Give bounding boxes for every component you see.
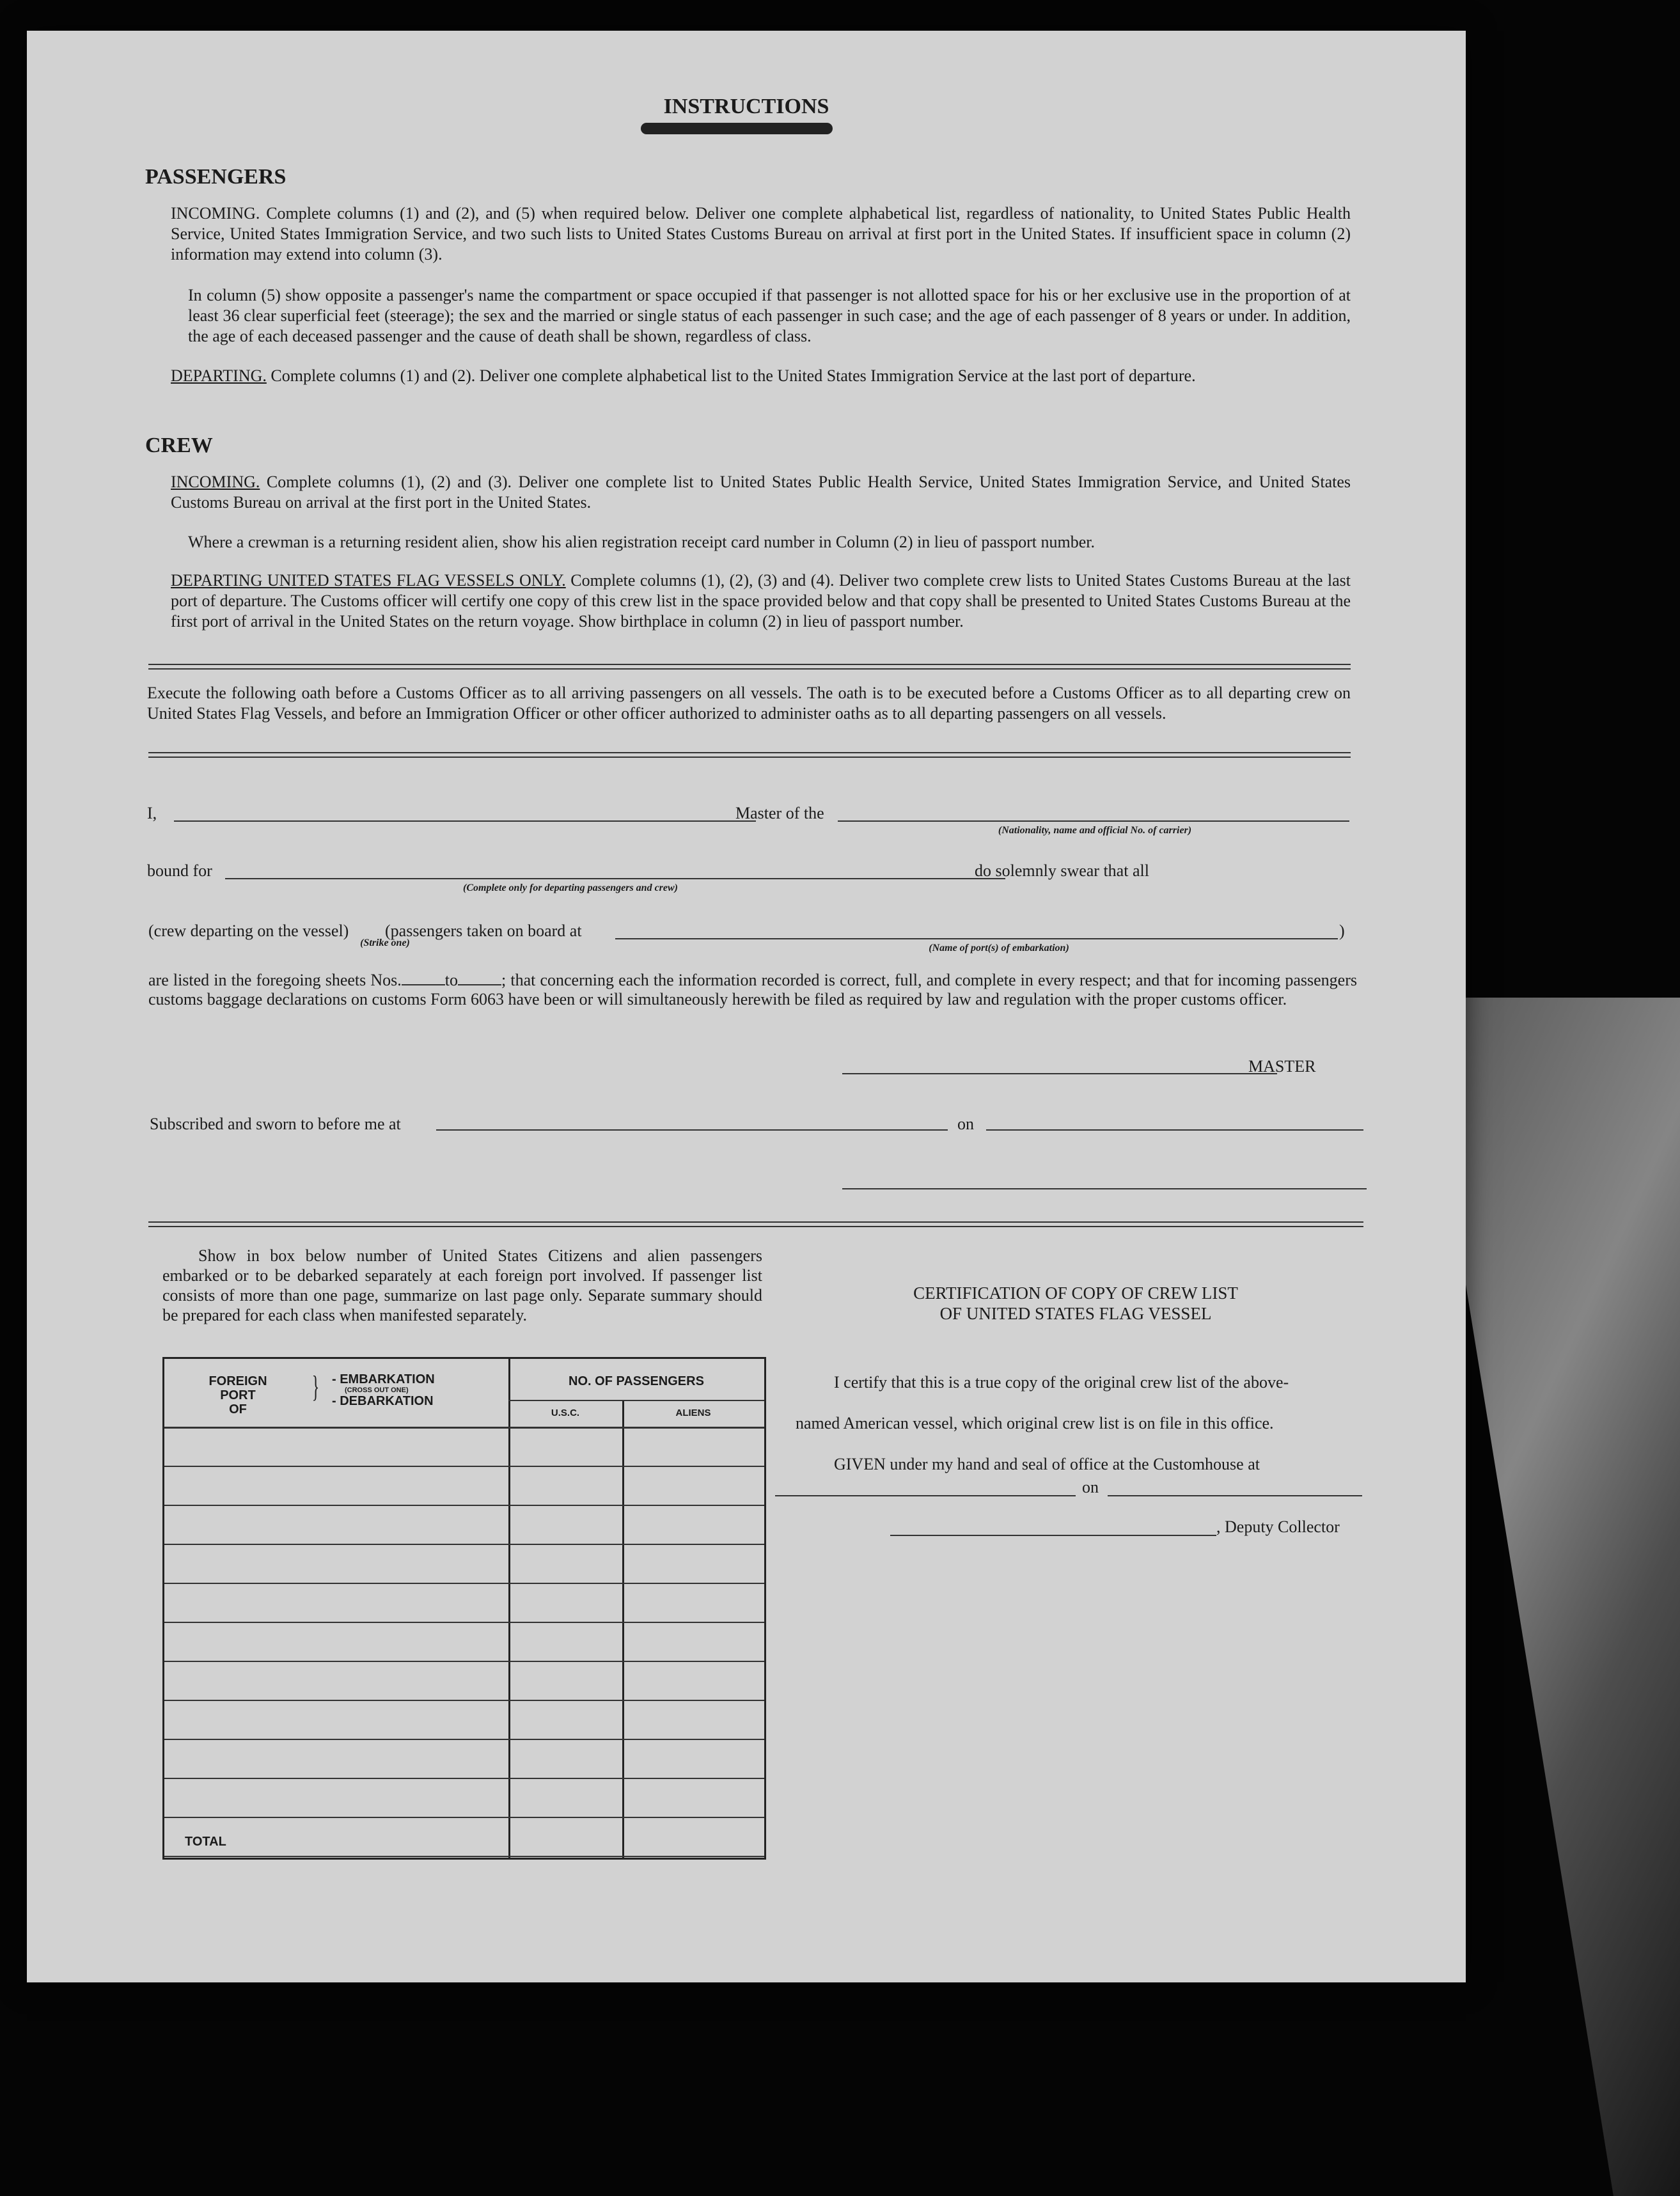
page-title: INSTRUCTIONS xyxy=(663,95,829,118)
certification-line-1: I certify that this is a true copy of the original crew list of the above- xyxy=(834,1373,1289,1392)
aliens-header: ALIENS xyxy=(675,1408,711,1418)
table-row-line[interactable] xyxy=(164,1700,764,1701)
cert-date-field[interactable] xyxy=(1108,1495,1362,1496)
crew-incoming-text: Complete columns (1), (2) and (3). Deliver one complete list to United States Public Health Service, United States Immigration Service, and United States Customs Bureau on arrival at the first port in the United States. xyxy=(171,473,1351,512)
sheet-from-field[interactable] xyxy=(402,984,445,985)
customhouse-field[interactable] xyxy=(775,1495,1076,1496)
on-label: on xyxy=(957,1115,974,1133)
table-row-line[interactable] xyxy=(164,1544,764,1545)
oath-instruction: Execute the following oath before a Customs Officer as to all arriving passengers on all vessels. The oath is to be executed before a Customs Officer as to all departing crew on United States Flag Vessels, and before an Immigration Officer or other officer authorized to administer oaths as to all departing passengers on all vessels. xyxy=(147,684,1351,723)
total-label: TOTAL xyxy=(185,1835,226,1849)
crew-departing-text: Complete columns (1), (2), (3) and (4). Deliver two complete crew lists to United States Customs Bureau at the last port of departure. The Customs officer will certify one copy of this crew list in the space provided below and that copy shall be presented to United States Customs Bureau at the first port of arrival in the United States on the return voyage. Show birthplace in column (2) in lieu of passport number. xyxy=(171,571,1351,631)
passengers-incoming-label: INCOMING. xyxy=(171,204,260,223)
master-of-label: Master of the xyxy=(735,804,824,822)
master-name-field[interactable] xyxy=(174,820,756,822)
listed-text-b: ; that concerning each the information recorded is correct, full, and complete in every respect; and that for incoming passengers customs baggage declarations on customs Form 6063 have been or will simultaneously herewith be filed as required by law and regulation with the proper customs officer. xyxy=(148,971,1358,1008)
passengers-departing-text: Complete columns (1) and (2). Deliver one complete alphabetical list to the United States Immigration Service at the last port of departure. xyxy=(271,366,1196,385)
crew-incoming xyxy=(171,472,1351,513)
master-signature-field[interactable] xyxy=(842,1073,1277,1074)
listed-text-a: are listed in the foregoing sheets Nos. xyxy=(148,971,402,989)
bound-for-caption: (Complete only for departing passengers and crew) xyxy=(463,882,678,893)
no-passengers-header: NO. OF PASSENGERS xyxy=(569,1374,704,1388)
passengers-taken-option[interactable]: (passengers taken on board at xyxy=(385,922,582,940)
background-paper-fold xyxy=(1458,998,1680,2196)
table-row-line[interactable] xyxy=(164,1739,764,1740)
table-header-divider xyxy=(508,1400,764,1401)
table-row-line[interactable] xyxy=(164,1856,764,1857)
listed-to: to xyxy=(444,971,459,989)
deputy-signature-field[interactable] xyxy=(890,1535,1216,1536)
carrier-caption: (Nationality, name and official No. of carrier) xyxy=(998,825,1192,836)
col-port: PORT xyxy=(220,1388,256,1402)
table-row-line[interactable] xyxy=(164,1661,764,1662)
passengers-incoming xyxy=(171,203,1351,265)
debarkation-label[interactable]: - DEBARKATION xyxy=(332,1394,434,1408)
col-of: OF xyxy=(229,1402,247,1416)
sheet-to-field[interactable] xyxy=(458,984,501,985)
table-row-line[interactable] xyxy=(164,1778,764,1779)
col-foreign: FOREIGN xyxy=(208,1374,267,1388)
table-row-line[interactable] xyxy=(164,1622,764,1623)
divider xyxy=(148,664,1351,670)
foreign-port-header xyxy=(196,1374,279,1416)
master-label: MASTER xyxy=(1248,1057,1316,1076)
crew-incoming-label: INCOMING. xyxy=(171,473,260,491)
usc-header: U.S.C. xyxy=(551,1408,580,1418)
certification-heading-1: CERTIFICATION OF COPY OF CREW LIST xyxy=(913,1283,1238,1303)
embarkation-port-field[interactable] xyxy=(615,938,1338,939)
deputy-collector-label: , Deputy Collector xyxy=(1216,1518,1340,1536)
passenger-summary-table xyxy=(162,1357,766,1860)
port-caption: (Name of port(s) of embarkation) xyxy=(929,943,1069,953)
strike-one-caption: (Strike one) xyxy=(360,937,410,948)
passengers-departing-label: DEPARTING. xyxy=(171,366,267,385)
carrier-field[interactable] xyxy=(838,820,1349,822)
sworn-place-field[interactable] xyxy=(436,1129,948,1131)
embarkation-label[interactable]: - EMBARKATION xyxy=(332,1372,435,1386)
ink-smudge xyxy=(641,123,833,134)
instruction-sheet xyxy=(27,31,1466,1982)
crew-resident-alien: Where a crewman is a returning resident alien, show his alien registration receipt card number in Column (2) in lieu of passport number. xyxy=(188,533,1095,551)
certification-heading xyxy=(794,1283,1357,1324)
embark-debark-header xyxy=(332,1373,435,1408)
brace-icon: } xyxy=(311,1370,320,1404)
bound-for-label: bound for xyxy=(147,861,212,880)
bound-for-field[interactable] xyxy=(225,878,1005,879)
divider xyxy=(148,1221,1363,1227)
table-col-divider xyxy=(622,1400,624,1858)
table-row-line[interactable] xyxy=(164,1505,764,1506)
divider xyxy=(148,752,1351,758)
table-row-line[interactable] xyxy=(164,1817,764,1818)
listed-sheets-text xyxy=(148,971,1357,1009)
sworn-date-field[interactable] xyxy=(986,1129,1363,1131)
passengers-incoming-text: Complete columns (1) and (2), and (5) when required below. Deliver one complete alphabetical list, regardless of nationality, to United States Public Health Service, United States Immigration Service, and two such lists to United States Customs Bureau on arrival at first port in the United States. If insufficient space in column (2) information may extend into column (3). xyxy=(171,204,1351,263)
table-col-divider xyxy=(508,1359,510,1858)
passengers-heading: PASSENGERS xyxy=(145,165,287,189)
oath-i-label: I, xyxy=(147,804,157,822)
subscribed-label: Subscribed and sworn to before me at xyxy=(150,1115,401,1133)
crew-departing-label: DEPARTING UNITED STATES FLAG VESSELS ONLY. xyxy=(171,571,566,590)
table-header-bottom xyxy=(164,1427,764,1429)
crew-departing-option[interactable]: (crew departing on the vessel) xyxy=(148,922,349,940)
certification-line-3: GIVEN under my hand and seal of office at the Customhouse at xyxy=(834,1455,1260,1473)
crew-heading: CREW xyxy=(145,434,213,457)
table-row-line[interactable] xyxy=(164,1466,764,1467)
close-paren: ) xyxy=(1339,922,1345,940)
passengers-departing xyxy=(171,366,1351,386)
certification-line-2: named American vessel, which original crew list is on file in this office. xyxy=(796,1414,1274,1432)
swear-label: do solemnly swear that all xyxy=(975,861,1149,880)
passengers-column5: In column (5) show opposite a passenger's name the compartment or space occupied if that passenger is not allotted space for his or her exclusive use in the proportion of at least 36 clear superficial feet (steerage); the sex and the married or single status of each passenger in such case; and the age of each passenger of 8 years or under. In addition, the age of each deceased passenger and the cause of death shall be shown, regardless of class. xyxy=(188,286,1351,345)
cert-on-label: on xyxy=(1082,1478,1099,1496)
summary-instructions: Show in box below number of United States Citizens and alien passengers embarked or to be debarked separately at each foreign port involved. If passenger list consists of more than one page, summarize on last page only. Separate summary should be prepared for each class when manifested separately. xyxy=(162,1246,762,1324)
officer-signature-field[interactable] xyxy=(842,1188,1367,1189)
table-row-line[interactable] xyxy=(164,1583,764,1584)
cross-out-label: (CROSS OUT ONE) xyxy=(345,1386,409,1394)
certification-heading-2: OF UNITED STATES FLAG VESSEL xyxy=(939,1304,1212,1323)
crew-departing xyxy=(171,570,1351,632)
certification-text xyxy=(796,1362,1365,1485)
